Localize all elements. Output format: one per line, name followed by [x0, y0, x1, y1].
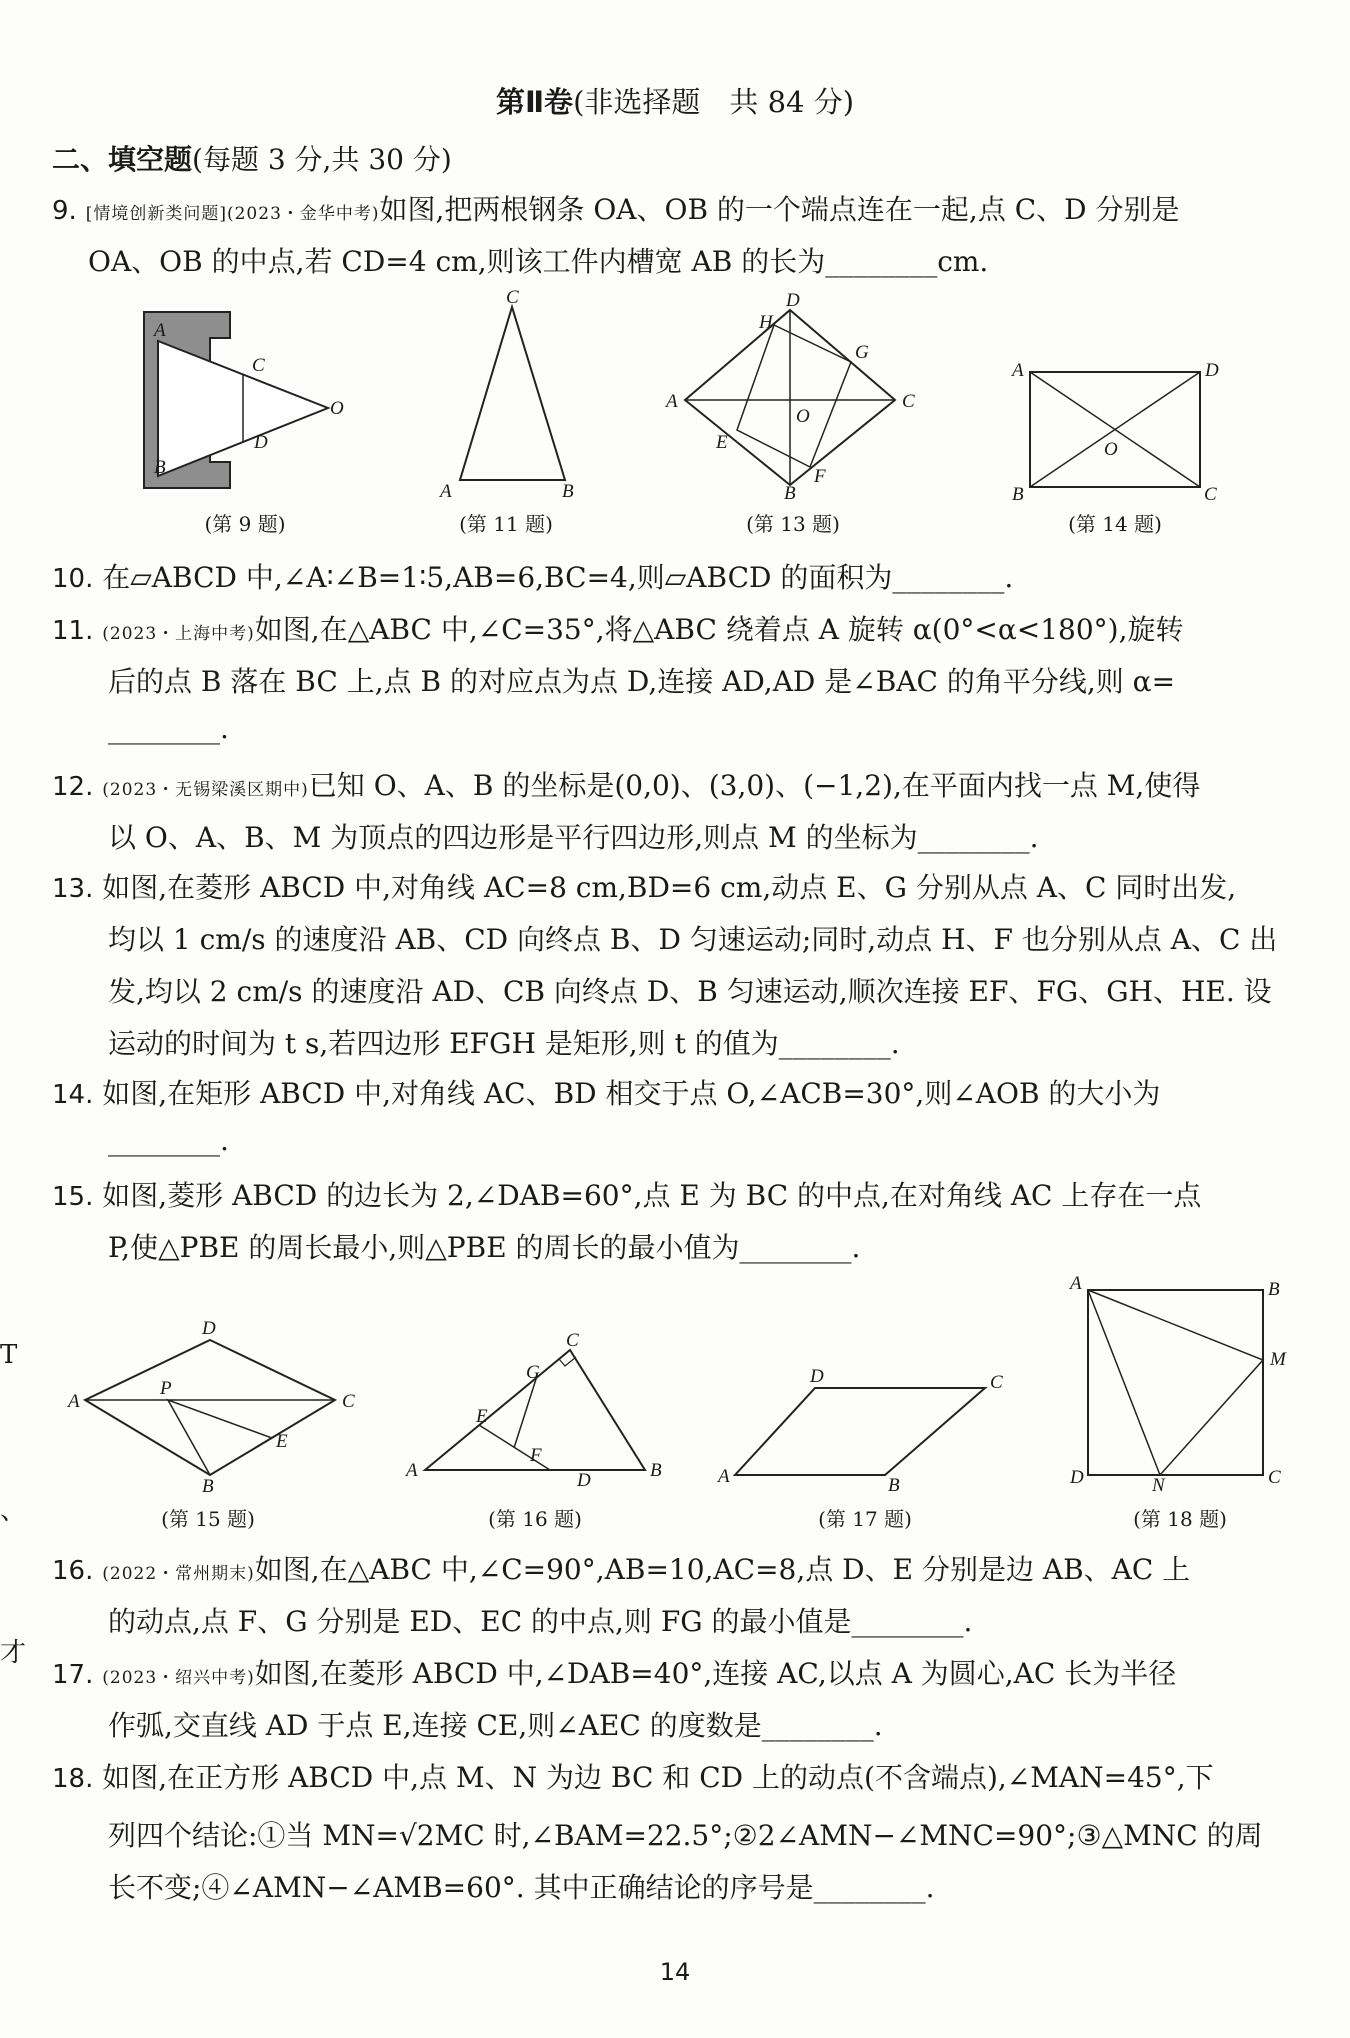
- question-11-line-1: [52, 608, 1184, 648]
- question-text: 如图,在菱形 ABCD 中,对角线 AC=8 cm,BD=6 cm,动点 E、G 分别从点 A、C 同时出发,: [102, 871, 1237, 904]
- fig16-label-D: D: [577, 1470, 591, 1491]
- fig14-label-C: C: [1204, 484, 1217, 505]
- fig14-label-D: D: [1205, 360, 1219, 381]
- question-tag: (2022・常州期末): [102, 1564, 255, 1584]
- fig15-label-B: B: [202, 1476, 214, 1497]
- question-text: 如图,在矩形 ABCD 中,对角线 AC、BD 相交于点 O,∠ACB=30°,则∠AOB 的大小为: [102, 1077, 1161, 1110]
- fig13-label-O: O: [796, 406, 810, 427]
- question-18-line-2: 列四个结论:①当 MN=√2MC 时,∠BAM=22.5°;②2∠AMN−∠MNC=90°;③△MNC 的周: [108, 1819, 1263, 1852]
- question-tag: [情境创新类问题](2023・金华中考): [85, 204, 380, 224]
- fig14-label-A: A: [1012, 360, 1024, 381]
- question-13-line-1: [52, 866, 1236, 906]
- question-13-line-3: 发,均以 2 cm/s 的速度沿 AD、CB 向终点 D、B 匀速运动,顺次连接 EF、FG、GH、HE. 设: [108, 975, 1272, 1008]
- fig17-label-B: B: [888, 1475, 900, 1496]
- figure-15: [60, 1310, 360, 1500]
- figure-13: [660, 290, 930, 500]
- question-number: 14.: [52, 1080, 94, 1110]
- fig16-label-B: B: [650, 1460, 662, 1481]
- question-number: 18.: [52, 1764, 94, 1794]
- fig18-label-M: M: [1270, 1349, 1286, 1370]
- question-number: 11.: [52, 616, 94, 646]
- question-number: 17.: [52, 1660, 94, 1690]
- question-14-line-1: [52, 1072, 1160, 1112]
- question-11-line-3: ________.: [108, 712, 229, 745]
- question-15-line-1: [52, 1174, 1201, 1214]
- fig13-label-A: A: [666, 391, 678, 412]
- question-text: 如图,在△ABC 中,∠C=35°,将△ABC 绕着点 A 旋转 α(0°<α<180°),旋转: [254, 613, 1184, 646]
- fig13-label-F: F: [814, 466, 826, 487]
- question-12-line-2: 以 O、A、B、M 为顶点的四边形是平行四边形,则点 M 的坐标为________.: [108, 821, 1039, 854]
- question-9-line-1: [52, 188, 1180, 228]
- fig15-label-C: C: [342, 1391, 355, 1412]
- question-18-line-3: 长不变;④∠AMN−∠AMB=60°. 其中正确结论的序号是________.: [108, 1871, 935, 1904]
- fig13-label-B: B: [784, 483, 796, 500]
- fig13-label-G: G: [855, 342, 869, 363]
- question-number: 12.: [52, 772, 94, 802]
- fig15-label-P: P: [160, 1378, 172, 1399]
- fig16-label-G: G: [526, 1362, 540, 1383]
- question-number: 9.: [52, 196, 77, 226]
- question-13-line-2: 均以 1 cm/s 的速度沿 AB、CD 向终点 B、D 匀速运动;同时,动点 H、F 也分别从点 A、C 出: [108, 923, 1278, 956]
- question-17-line-1: [52, 1652, 1176, 1692]
- question-13-line-4: 运动的时间为 t s,若四边形 EFGH 是矩形,则 t 的值为________.: [108, 1027, 900, 1060]
- fig15-label-E: E: [276, 1431, 288, 1452]
- fig16-label-C: C: [566, 1330, 579, 1351]
- fig11-label-C: C: [506, 287, 519, 308]
- fig16-label-A: A: [406, 1460, 418, 1481]
- fig13-label-C: C: [902, 391, 915, 412]
- question-9-line-2: OA、OB 的中点,若 CD=4 cm,则该工件内槽宽 AB 的长为________cm.: [88, 245, 989, 278]
- caption-fig13: (第 13 题): [746, 512, 840, 536]
- fig15-label-D: D: [202, 1318, 216, 1339]
- section-heading: [52, 138, 452, 178]
- question-12-line-1: [52, 764, 1200, 804]
- caption-fig14: (第 14 题): [1068, 512, 1162, 536]
- fig9-label-D: D: [254, 432, 268, 453]
- caption-fig15: (第 15 题): [161, 1507, 255, 1531]
- fig9-label-A: A: [154, 320, 166, 341]
- fig17-label-D: D: [810, 1366, 824, 1387]
- figure-18: [1060, 1265, 1320, 1500]
- fig18-label-C: C: [1268, 1467, 1281, 1488]
- caption-fig16: (第 16 题): [488, 1507, 582, 1531]
- fig9-label-C: C: [252, 355, 265, 376]
- question-text: 如图,在正方形 ABCD 中,点 M、N 为边 BC 和 CD 上的动点(不含端点),∠MAN=45°,下: [102, 1761, 1214, 1794]
- page-number: 14: [659, 1958, 691, 1986]
- question-14-line-2: ________.: [108, 1124, 229, 1157]
- fig14-label-O: O: [1104, 439, 1118, 460]
- question-text: 已知 O、A、B 的坐标是(0,0)、(3,0)、(−1,2),在平面内找一点 M,使得: [308, 769, 1201, 802]
- fig18-label-N: N: [1152, 1475, 1165, 1496]
- question-18-line-1: [52, 1756, 1214, 1796]
- margin-mark-1: T: [0, 1340, 18, 1370]
- figure-14: [1000, 350, 1250, 505]
- question-16-line-2: 的动点,点 F、G 分别是 ED、EC 的中点,则 FG 的最小值是________.: [108, 1605, 973, 1638]
- fig16-label-F: F: [530, 1445, 542, 1466]
- fig9-label-B: B: [154, 457, 166, 478]
- question-number: 10.: [52, 564, 94, 594]
- fig11-label-B: B: [562, 481, 574, 502]
- question-number: 16.: [52, 1556, 94, 1586]
- margin-mark-2: 、: [0, 1496, 27, 1526]
- section-heading-rest: (每题 3 分,共 30 分): [192, 143, 452, 176]
- part-title-rest: (非选择题 共 84 分): [573, 85, 855, 119]
- figure-11: [430, 285, 590, 505]
- fig15-label-A: A: [68, 1391, 80, 1412]
- fig17-label-C: C: [990, 1372, 1003, 1393]
- fig17-label-A: A: [718, 1466, 730, 1487]
- fig9-label-O: O: [330, 398, 344, 419]
- question-16-line-1: [52, 1548, 1190, 1588]
- fig18-label-A: A: [1070, 1273, 1082, 1294]
- part-title-bold: 第Ⅱ卷: [495, 85, 574, 119]
- question-17-line-2: 作弧,交直线 AD 于点 E,连接 CE,则∠AEC 的度数是________.: [108, 1709, 883, 1742]
- fig18-label-D: D: [1070, 1467, 1084, 1488]
- fig13-label-D: D: [786, 290, 800, 311]
- caption-fig17: (第 17 题): [818, 1507, 912, 1531]
- question-text: 如图,把两根钢条 OA、OB 的一个端点连在一起,点 C、D 分别是: [379, 193, 1180, 226]
- fig14-label-B: B: [1012, 484, 1024, 505]
- fig13-label-E: E: [716, 432, 728, 453]
- fig11-label-A: A: [440, 481, 452, 502]
- question-15-line-2: P,使△PBE 的周长最小,则△PBE 的周长的最小值为________.: [108, 1231, 861, 1264]
- caption-fig9: (第 9 题): [204, 512, 286, 536]
- margin-mark-3: 才: [0, 1638, 27, 1668]
- question-text: 如图,在△ABC 中,∠C=90°,AB=10,AC=8,点 D、E 分别是边 AB、AC 上: [254, 1553, 1191, 1586]
- figure-17: [710, 1360, 1020, 1500]
- question-tag: (2023・上海中考): [102, 624, 255, 644]
- figure-16: [400, 1330, 670, 1500]
- section-heading-bold: 二、填空题: [52, 143, 193, 176]
- question-tag: (2023・无锡梁溪区期中): [102, 780, 309, 800]
- question-text: 在▱ABCD 中,∠A∶∠B=1∶5,AB=6,BC=4,则▱ABCD 的面积为________.: [102, 561, 1014, 594]
- question-number: 13.: [52, 874, 94, 904]
- question-text: 如图,菱形 ABCD 的边长为 2,∠DAB=60°,点 E 为 BC 的中点,在对角线 AC 上存在一点: [102, 1179, 1202, 1212]
- question-number: 15.: [52, 1182, 94, 1212]
- fig13-label-H: H: [759, 312, 773, 333]
- part-title: [0, 80, 1350, 121]
- question-10-line-1: [52, 556, 1013, 596]
- figure-9: [130, 288, 360, 503]
- question-text: 如图,在菱形 ABCD 中,∠DAB=40°,连接 AC,以点 A 为圆心,AC 长为半径: [254, 1657, 1177, 1690]
- caption-fig18: (第 18 题): [1133, 1507, 1227, 1531]
- fig16-label-E: E: [476, 1406, 488, 1427]
- question-11-line-2: 后的点 B 落在 BC 上,点 B 的对应点为点 D,连接 AD,AD 是∠BAC 的角平分线,则 α=: [108, 665, 1176, 698]
- fig18-label-B: B: [1268, 1279, 1280, 1300]
- caption-fig11: (第 11 题): [459, 512, 553, 536]
- question-tag: (2023・绍兴中考): [102, 1668, 255, 1688]
